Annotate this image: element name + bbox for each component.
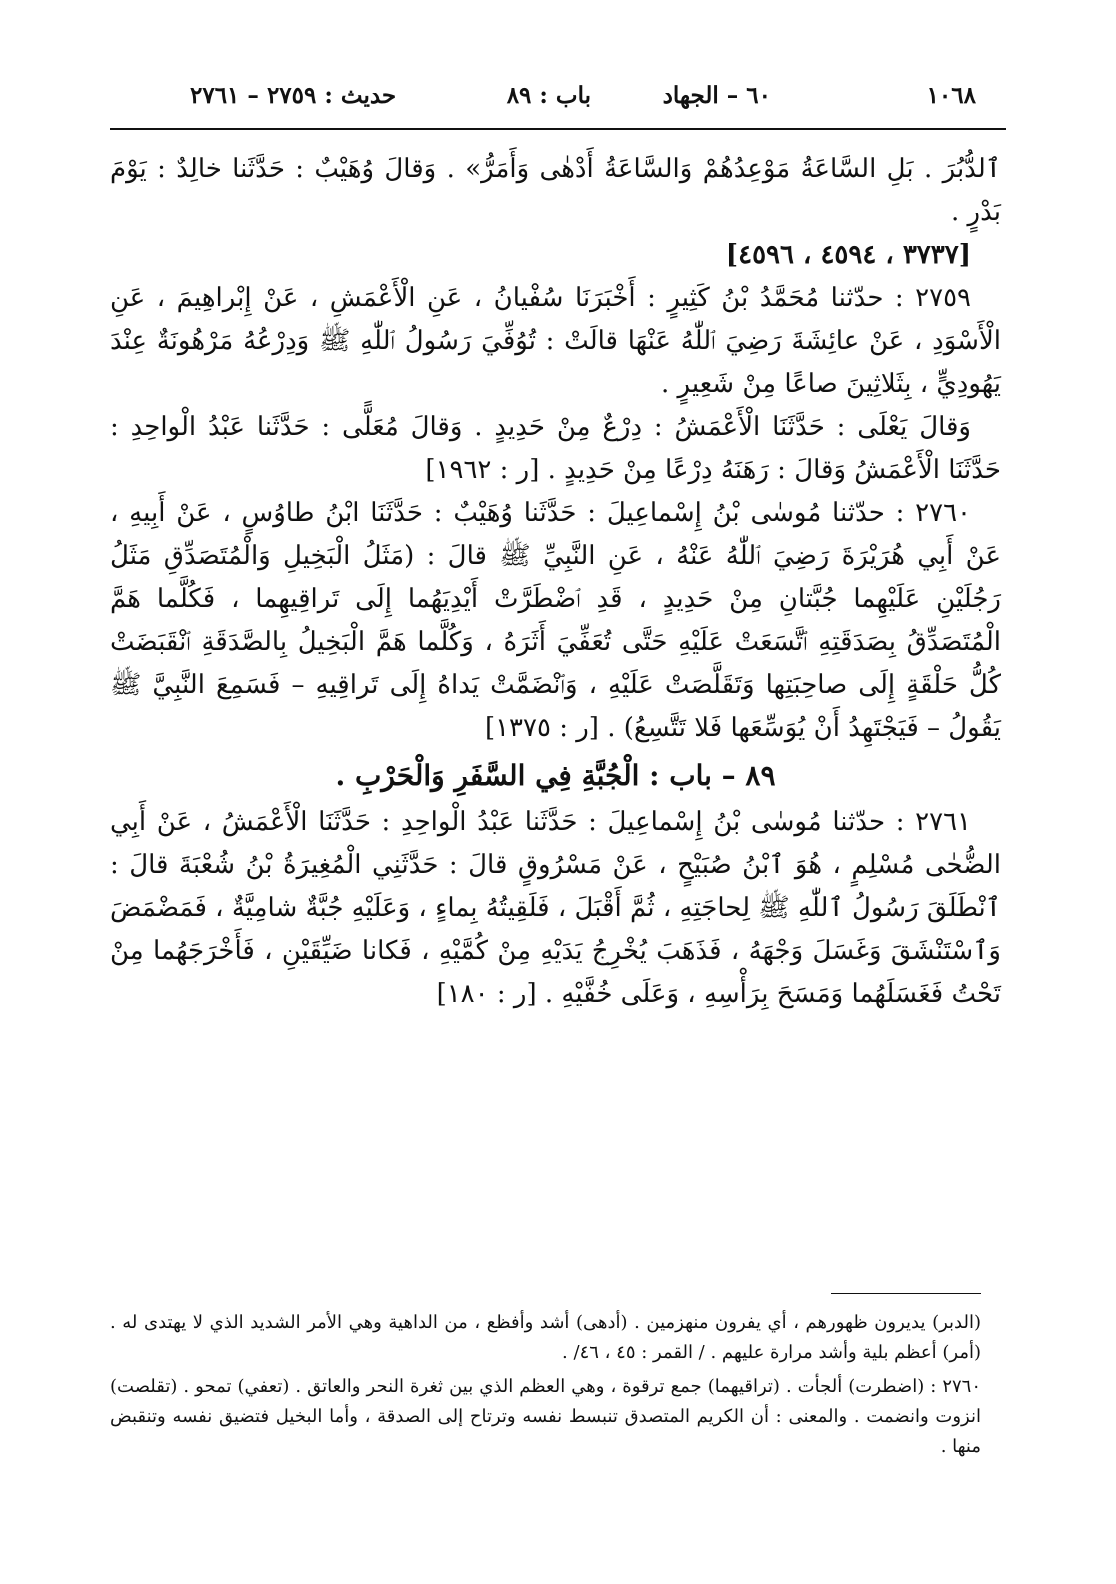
running-header [190, 82, 976, 122]
header-divider [110, 128, 1006, 130]
book-title: ٦٠ – الجهاد [662, 82, 771, 109]
main-text [110, 148, 1001, 1016]
hadith-2759: ٢٧٥٩ : حدّثنا مُحَمَّدُ بْنُ كَثِيرٍ : أَخْبَرَنَا سُفْيانُ ، عَنِ الْأَعْمَشِ ، عَنْ إِبْراهِيمَ ، عَنِ الْأَسْوَدِ ، عَنْ عائِشَةَ رَضِيَ ٱللّٰهُ عَنْهَا قالَتْ : تُوُفِّيَ رَسُولُ ٱللّٰهِ ﷺ وَدِرْعُهُ مَرْهُونَةٌ عِنْدَ يَهُودِيٍّ ، بِثَلاثِينَ صاعًا مِنْ شَعِيرٍ . [110, 283, 1001, 399]
cross-references: [٣٧٣٧ ، ٤٥٩٤ ، ٤٥٩٦] [725, 240, 971, 270]
hadith-range: حديث : ٢٧٥٩ – ٢٧٦١ [190, 82, 397, 109]
hadith-2760: ٢٧٦٠ : حدّثنا مُوسٰى بْنُ إِسْماعِيلَ : حَدَّثَنا وُهَيْبٌ : حَدَّثَنَا ابْنُ طاوُسٍ ، عَنْ أَبِيهِ ، عَنْ أَبِي هُرَيْرَةَ رَضِيَ ٱللّٰهُ عَنْهُ ، عَنِ النَّبِيِّ ﷺ قالَ : (مَثَلُ الْبَخِيلِ وَالْمُتَصَدِّقِ مَثَلُ رَجُلَيْنِ عَلَيْهِما جُبَّتانِ مِنْ حَدِيدٍ ، قَدِ ٱضْطَرَّتْ أَيْدِيَهُما إِلَى تَراقِيهِما ، فَكُلَّما هَمَّ الْمُتَصَدِّقُ بِصَدَقَتِهِ ٱتَّسَعَتْ عَلَيْهِ حَتَّى تُعَفِّيَ أَثَرَهُ ، وَكُلَّما هَمَّ الْبَخِيلُ بِالصَّدَقَةِ ٱنْقَبَضَتْ كُلُّ حَلْقَةٍ إِلَى صاحِبَتِها وَتَقَلَّصَتْ عَلَيْهِ ، وَٱنْضَمَّتْ يَداهُ إِلَى تَراقِيهِ – فَسَمِعَ النَّبِيَّ ﷺ يَقُولُ – فَيَجْتَهِدُ أَنْ يُوَسِّعَها فَلا تَتَّسِعُ) . [ر : ١٣٧٥] [110, 498, 1001, 743]
chapter-heading: ٨٩ – باب : الْجُبَّةِ فِي السَّفَرِ وَالْحَرْبِ . [335, 759, 776, 792]
footnote-1: (الدبر) يديرون ظهورهم ، أي يفرون منهزمين . (أدهى) أشد وأفظع ، من الداهية وهي الأمر الشديد الذي لا يهتدى له . (أمر) أعظم بلية وأشد مرارة عليهم . / القمر : ٤٥ ، ٤٦/ . [110, 1312, 981, 1363]
footnote-divider [831, 1293, 981, 1294]
footnote-2760: ٢٧٦٠ : (اضطرت) ألجأت . (تراقيهما) جمع ترقوة ، وهي العظم الذي بين ثغرة النحر والعاتق . (تعفي) تمحو . (تقلصت) انزوت وانضمت . والمعنى : أن الكريم المتصدق تنبسط نفسه وترتاح إلى الصدقة ، وأما البخيل فتضيق نفسه وتنقبض منها . [110, 1376, 981, 1457]
hadith-2759-additional: وَقالَ يَعْلَى : حَدَّثَنَا الْأَعْمَشُ : دِرْعٌ مِنْ حَدِيدٍ . وَقالَ مُعَلًّى : حَدَّثَنا عَبْدُ الْواحِدِ : حَدَّثَنَا الْأَعْمَشُ وَقالَ : رَهَنَهُ دِرْعًا مِنْ حَدِيدٍ . [ر : ١٩٦٢] [110, 412, 1001, 485]
footnotes [110, 1308, 981, 1466]
continuation-line: ٱلدُّبُرَ . بَلِ السَّاعَةُ مَوْعِدُهُمْ وَالسَّاعَةُ أَدْهٰى وَأَمَرُّ» . وَقالَ وُهَيْبٌ : حَدَّثَنا خالِدٌ : يَوْمَ بَدْرٍ . [110, 154, 1001, 227]
chapter-number: باب : ٨٩ [506, 82, 591, 109]
page-number: ١٠٦٨ [926, 82, 976, 109]
hadith-2761: ٢٧٦١ : حدّثنا مُوسٰى بْنُ إِسْماعِيلَ : حَدَّثَنا عَبْدُ الْواحِدِ : حَدَّثَنَا الْأَعْمَشُ ، عَنْ أَبِي الضُّحٰى مُسْلِمٍ ، هُوَ ٱبْنُ صُبَيْحٍ ، عَنْ مَسْرُوقٍ قالَ : حَدَّثَنِي الْمُغِيرَةُ بْنُ شُعْبَةَ قالَ : ٱنْطَلَقَ رَسُولُ ٱللّٰهِ ﷺ لِحاجَتِهِ ، ثُمَّ أَقْبَلَ ، فَلَقِيتُهُ بِماءٍ ، وَعَلَيْهِ جُبَّةٌ شامِيَّةٌ ، فَمَضْمَضَ وَٱسْتَنْشَقَ وَغَسَلَ وَجْهَهُ ، فَذَهَبَ يُخْرِجُ يَدَيْهِ مِنْ كُمَّيْهِ ، فَكانا ضَيِّقَيْنِ ، فَأَخْرَجَهُما مِنْ تَحْتُ فَغَسَلَهُما وَمَسَحَ بِرَأْسِهِ ، وَعَلَى خُفَّيْهِ . [ر : ١٨٠] [110, 807, 1001, 1009]
